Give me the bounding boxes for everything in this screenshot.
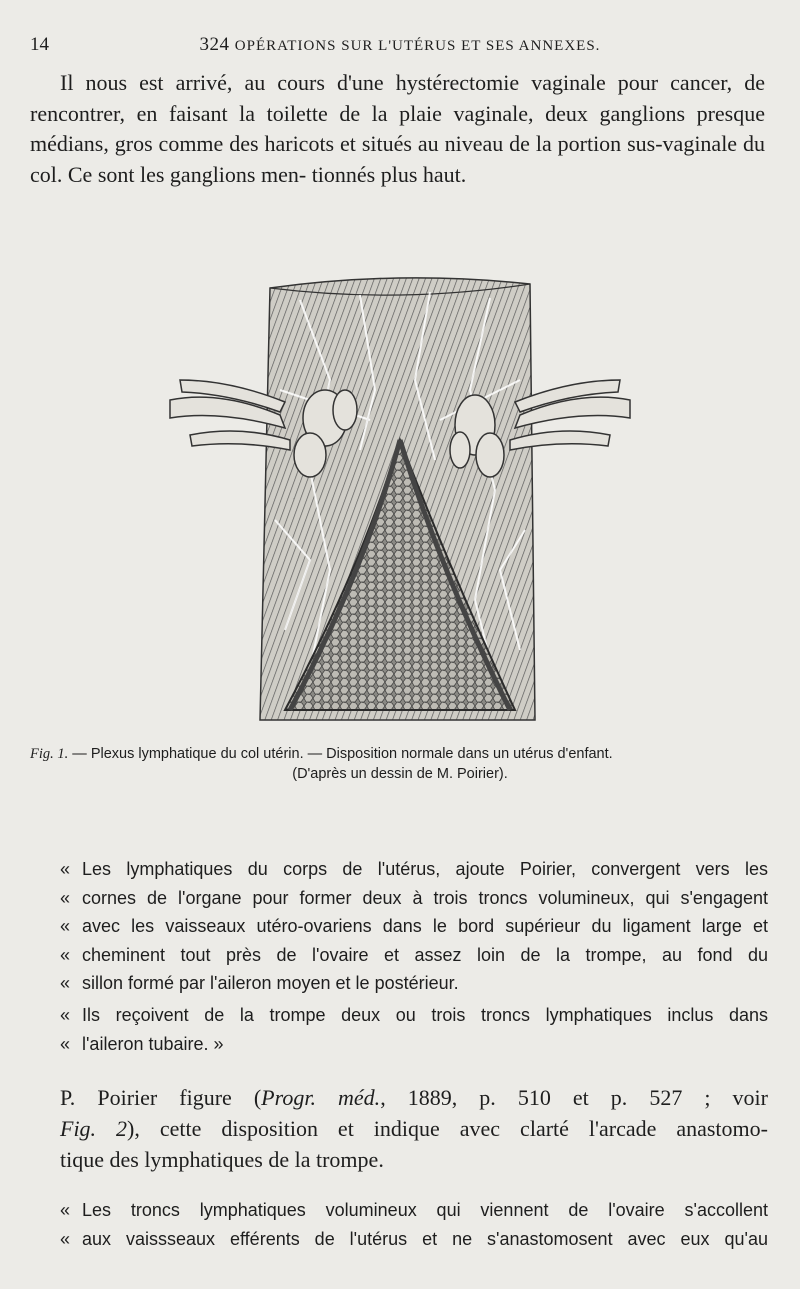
page-header	[30, 34, 770, 60]
paragraph-line: tique des lymphatiques de la trompe.	[60, 1147, 384, 1172]
paragraph-line	[60, 1082, 768, 1113]
paragraph-text: , 1889, p. 510 et p. 527 ; voir	[380, 1085, 768, 1110]
quote-line	[60, 969, 768, 998]
quote-mark: «	[60, 916, 71, 936]
quote-mark: «	[60, 1005, 71, 1025]
caption-credit: (D'après un dessin de M. Poirier).	[292, 766, 508, 782]
quote-line	[60, 1030, 768, 1059]
quote-mark: «	[60, 1033, 71, 1054]
quote-line	[60, 1196, 768, 1225]
quote-block-2	[60, 1001, 768, 1058]
quote-line	[60, 884, 768, 913]
quote-line	[60, 941, 768, 970]
quote-mark: «	[60, 1228, 71, 1249]
running-head	[30, 34, 770, 56]
quote-text: Les troncs lymphatiques volumineux qui viennent de l'ovaire s'accollent	[82, 1200, 768, 1220]
intro-line: tionnés plus haut.	[311, 161, 467, 187]
quote-mark: «	[60, 1200, 71, 1220]
quote-mark: «	[60, 887, 71, 908]
running-head-number: 324	[199, 34, 230, 55]
paragraph-text: ), cette disposition et indique avec clarté l'arcade anastomo-	[127, 1116, 768, 1141]
quote-mark: «	[60, 859, 71, 879]
quote-text: sillon formé par l'aileron moyen et le postérieur.	[82, 973, 459, 993]
figure-reference: Fig. 2	[60, 1116, 128, 1141]
quote-text: avec les vaisseaux utéro-ovariens dans le bord supérieur du ligament large et	[82, 916, 768, 936]
paragraph-text: P. Poirier figure (	[60, 1085, 262, 1110]
intro-line: cancer, de rencontrer, en faisant la toilette de la plaie vaginale, deux	[30, 70, 765, 126]
quote-line	[60, 1225, 768, 1254]
intro-paragraph	[30, 68, 765, 190]
caption-text: — Plexus lymphatique du col utérin. — Disposition normale dans un utérus d'enfant.	[68, 746, 613, 762]
quote-line	[60, 855, 768, 884]
folio-number: 14	[30, 34, 49, 55]
quote-text: cheminent tout près de l'ovaire et assez loin de la trompe, au fond du	[82, 944, 768, 965]
figure-caption	[30, 744, 770, 784]
intro-line: niveau de la portion sus-vaginale du col. Ce sont les ganglions men-	[30, 131, 765, 187]
quote-mark: «	[60, 944, 71, 965]
anatomical-illustration	[160, 270, 640, 730]
caption-line-1	[30, 744, 770, 764]
quote-line	[60, 912, 768, 941]
intro-line: ganglions presque médians, gros comme des haricots et situés au	[30, 100, 766, 156]
quote-mark: «	[60, 973, 71, 993]
journal-title: Progr. méd.	[261, 1085, 381, 1110]
figure-label: Fig. 1.	[30, 746, 69, 762]
paragraph-line	[60, 1113, 768, 1144]
quote-text: aux vaissseaux efférents de l'utérus et ne s'anastomosent avec eux qu'au	[82, 1228, 768, 1249]
quote-text: cornes de l'organe pour former deux à trois troncs volumineux, qui s'engagent	[82, 887, 768, 908]
intro-line: Il nous est arrivé, au cours d'une hystérectomie vaginale pour	[60, 70, 659, 95]
quote-line	[60, 1001, 768, 1030]
quote-block-1	[60, 855, 768, 998]
paragraph-2	[60, 1082, 768, 1175]
running-head-title: OPÉRATIONS SUR L'UTÉRUS ET SES ANNEXES.	[234, 38, 601, 54]
quote-text: Les lymphatiques du corps de l'utérus, ajoute Poirier, convergent vers les	[82, 859, 768, 879]
quote-block-3	[60, 1196, 768, 1253]
quote-text: Ils reçoivent de la trompe deux ou trois troncs lymphatiques inclus dans	[82, 1005, 768, 1025]
quote-text: l'aileron tubaire. »	[82, 1033, 224, 1054]
